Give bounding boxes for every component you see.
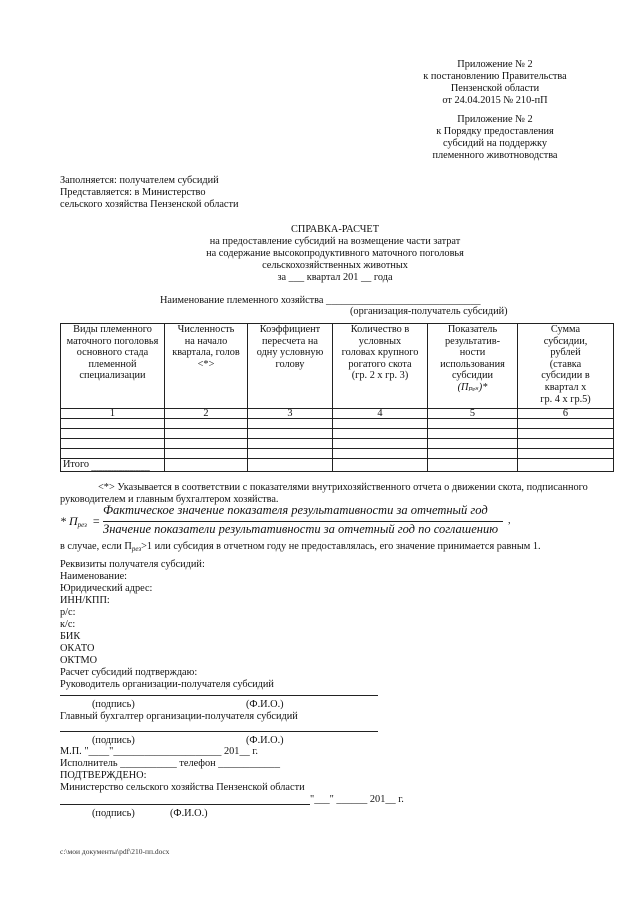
requisite-line: Наименование: <box>60 571 128 582</box>
table-cell[interactable] <box>248 429 333 439</box>
approval-line: Пензенской области <box>450 83 540 94</box>
table-cell[interactable] <box>248 459 333 472</box>
table-cell[interactable] <box>165 459 248 472</box>
table-cell[interactable] <box>61 419 165 429</box>
executor-line: Исполнитель ___________ телефон ____________ <box>60 758 280 769</box>
table-cell[interactable] <box>428 439 518 449</box>
table-cell[interactable] <box>428 429 518 439</box>
table-cell[interactable] <box>165 449 248 459</box>
header-cell-livestock-type: Виды племенного маточного поголовья основного стада племенной специализации <box>61 324 165 409</box>
org-hint: (организация-получатель субсидий) <box>350 306 508 317</box>
footer-file-path: c:\мои документы\pdf\210-пп.docx <box>60 847 170 856</box>
requisites-block <box>60 559 274 691</box>
table-cell[interactable] <box>333 439 428 449</box>
header-cell-conditional-heads: Количество в условных головах крупного рогатого скота (гр. 2 х гр. 3) <box>333 324 428 409</box>
doc-subtitle-line: сельскохозяйственных животных <box>262 260 408 271</box>
approval-line: к Порядку предоставления <box>436 126 554 137</box>
table-cell[interactable] <box>518 449 614 459</box>
table-cell[interactable] <box>248 419 333 429</box>
table-cell[interactable] <box>518 429 614 439</box>
table-row <box>61 449 614 459</box>
formula-tail: , <box>508 515 511 526</box>
requisite-line: ОКТМО <box>60 655 98 666</box>
formula-eq: = <box>92 514 100 528</box>
requisite-line: БИК <box>60 631 81 642</box>
chief-accountant-label: Главный бухгалтер организации-получателя субсидий <box>60 711 298 722</box>
footnote-rule: -------------------------------- <box>91 466 150 474</box>
fill-info <box>60 175 239 211</box>
approval-line: Приложение № 2 <box>457 59 533 70</box>
doc-subtitle-line: на предоставление субсидий на возмещение части затрат <box>209 236 461 247</box>
approval-block-2 <box>400 114 590 162</box>
formula-lhs <box>60 515 100 531</box>
column-number: 4 <box>333 409 428 419</box>
table-cell[interactable] <box>248 439 333 449</box>
header-cell-coefficient: Коэффициент пересчета на одну условную голову <box>248 324 333 409</box>
doc-title-block <box>60 224 610 284</box>
table-cell[interactable] <box>333 419 428 429</box>
formula-denominator: Значение показатели результативности за отчетный год по соглашению <box>103 522 499 536</box>
sign-hint-fio: (Ф.И.О.) <box>246 735 284 746</box>
sign-hint-podpis: (подпись) <box>92 735 135 746</box>
table-header-row <box>61 324 614 409</box>
signature-line-accountant[interactable] <box>60 731 378 732</box>
subsidy-table <box>60 323 614 472</box>
sign-hint-podpis: (подпись) <box>92 808 135 819</box>
table-cell[interactable] <box>333 459 428 472</box>
fill-info-line: Заполняется: получателем субсидий <box>60 175 219 186</box>
signature-line-head[interactable] <box>60 695 378 696</box>
approval-line: от 24.04.2015 № 210-пП <box>442 95 548 106</box>
requisite-line: Реквизиты получателя субсидий: <box>60 559 205 570</box>
header-cell-effectiveness: Показатель результатив- ности использования субсидии (Пₚₑₛ)* <box>428 324 518 409</box>
table-row <box>61 419 614 429</box>
table-cell[interactable] <box>518 419 614 429</box>
table-cell[interactable] <box>428 449 518 459</box>
requisite-line: Расчет субсидий подтверждаю: <box>60 667 198 678</box>
table-cell[interactable] <box>61 449 165 459</box>
requisite-line: р/с: <box>60 607 76 618</box>
table-cell[interactable] <box>165 419 248 429</box>
column-number: 1 <box>61 409 165 419</box>
mp-line: М.П. "____"_____________________ 201__ г. <box>60 746 258 757</box>
column-number-row <box>61 409 614 419</box>
doc-subtitle-line: на содержание высокопродуктивного маточного поголовья <box>206 248 464 259</box>
total-label: Итого <box>61 459 165 472</box>
requisite-line: Руководитель организации-получателя субсидий <box>60 679 274 690</box>
formula-prefix: * П <box>60 514 78 528</box>
requisite-line: Юридический адрес: <box>60 583 153 594</box>
formula-numerator: Фактическое значение показателя результативности за отчетный год <box>103 503 488 517</box>
table-cell[interactable] <box>333 449 428 459</box>
confirmed-label: ПОДТВЕРЖДЕНО: <box>60 770 147 781</box>
formula-note-pre: в случае, если П <box>60 541 132 552</box>
table-row <box>61 439 614 449</box>
table-cell[interactable] <box>518 439 614 449</box>
approval-line: племенного животноводства <box>432 150 558 161</box>
approval-line: к постановлению Правительства <box>423 71 567 82</box>
column-number: 5 <box>428 409 518 419</box>
approval-block-1 <box>400 59 590 107</box>
sign-hint-fio: (Ф.И.О.) <box>170 808 208 819</box>
footnote-line: руководителем и главным бухгалтером хозяйства. <box>60 494 279 505</box>
sign-hint-podpis: (подпись) <box>92 699 135 710</box>
header-cell-head-count: Численность на начало квартала, голов <*> <box>165 324 248 409</box>
org-label: Наименование племенного хозяйства ______________________________ <box>160 295 481 306</box>
table-cell[interactable] <box>248 449 333 459</box>
formula-note-post: >1 или субсидия в отчетном году не предоставлялась, его значение принимается равным 1. <box>141 541 541 552</box>
header-cell-subsidy-sum: Сумма субсидии, рублей (ставка субсидии в квартал х гр. 4 х гр.5) <box>518 324 614 409</box>
table-cell[interactable] <box>61 439 165 449</box>
formula-note-sub: рез <box>131 545 142 553</box>
table-cell[interactable] <box>518 459 614 472</box>
table-row <box>61 429 614 439</box>
column-number: 6 <box>518 409 614 419</box>
doc-title: СПРАВКА-РАСЧЕТ <box>291 224 379 235</box>
requisite-line: ОКАТО <box>60 643 95 654</box>
formula-sub: рез <box>77 521 87 529</box>
table-cell[interactable] <box>333 429 428 439</box>
doc-subtitle-line: за ___ квартал 201 __ года <box>277 272 393 283</box>
ministry-date: "___" ______ 201__ г. <box>310 794 404 805</box>
table-cell[interactable] <box>61 429 165 439</box>
signature-line-ministry[interactable] <box>60 804 310 805</box>
requisite-line: ИНН/КПП: <box>60 595 110 606</box>
table-cell[interactable] <box>428 419 518 429</box>
ministry-label: Министерство сельского хозяйства Пензенской области <box>60 782 305 793</box>
table-cell[interactable] <box>165 439 248 449</box>
fill-info-line: Представляется: в Министерство <box>60 187 206 198</box>
approval-line: субсидий на поддержку <box>443 138 547 149</box>
sign-hint-fio: (Ф.И.О.) <box>246 699 284 710</box>
column-number: 2 <box>165 409 248 419</box>
fill-info-line: сельского хозяйства Пензенской области <box>60 199 239 210</box>
column-number: 3 <box>248 409 333 419</box>
footnote-line: <*> Указывается в соответствии с показателями внутрихозяйственного отчета о движении скота, подписанного <box>98 482 588 493</box>
table-cell[interactable] <box>428 459 518 472</box>
table-cell[interactable] <box>165 429 248 439</box>
requisite-line: к/с: <box>60 619 76 630</box>
formula-note <box>60 541 541 555</box>
approval-line: Приложение № 2 <box>457 114 533 125</box>
